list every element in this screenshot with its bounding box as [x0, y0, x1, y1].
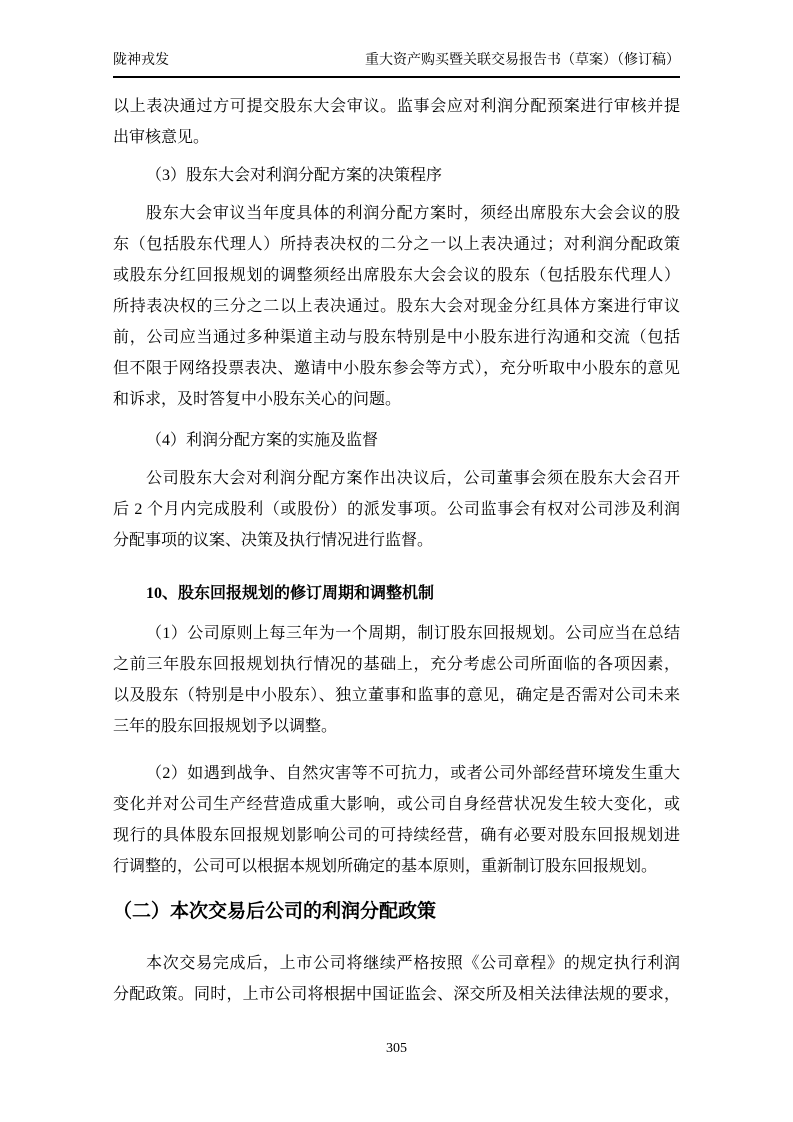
text-line: 以上表决通过方可提交股东大会审议。监事会应对利润分配预案进行审核并提	[113, 98, 680, 115]
paragraph	[113, 758, 680, 882]
page-number: 305	[386, 1041, 407, 1056]
paragraph	[113, 618, 680, 742]
heading-item-4: （4）利润分配方案的实施及监督	[146, 432, 379, 449]
text-line: 出审核意见。	[113, 129, 210, 146]
text-line: 行调整的，公司可以根据本规划所确定的基本原则，重新制订股东回报规划。	[113, 858, 658, 875]
text-line: 分配事项的议案、决策及执行情况进行监督。	[113, 532, 434, 549]
heading-item-3: （3）股东大会对利润分配方案的决策程序	[146, 167, 443, 184]
paragraph	[113, 198, 680, 415]
text-line: （1）公司原则上每三年为一个周期，制订股东回报规划。公司应当在总结	[146, 625, 680, 642]
heading-item-10: 10、股东回报规划的修订周期和调整机制	[146, 585, 435, 602]
paragraph-continuation	[113, 91, 680, 153]
text-line: 东（包括股东代理人）所持表决权的二分之一以上表决通过；对利润分配政策	[113, 236, 680, 253]
paragraph	[113, 463, 680, 556]
document-body	[113, 91, 680, 1010]
text-line: 公司股东大会对利润分配方案作出决议后，公司董事会须在股东大会召开	[146, 470, 680, 487]
paragraph	[113, 948, 680, 1010]
text-line: 以及股东（特别是中小股东）、独立董事和监事的意见，确定是否需对公司未来	[113, 687, 680, 704]
text-line: 本次交易完成后，上市公司将继续严格按照《公司章程》的规定执行利润	[146, 955, 680, 972]
text-line: 现行的具体股东回报规划影响公司的可持续经营，确有必要对股东回报规划进	[113, 827, 680, 844]
text-line: 之前三年股东回报规划执行情况的基础上，充分考虑公司所面临的各项因素，	[113, 656, 680, 673]
text-line: 分配政策。同时，上市公司将根据中国证监会、深交所及相关法律法规的要求，	[113, 986, 680, 1003]
text-line: 股东大会审议当年度具体的利润分配方案时，须经出席股东大会会议的股	[146, 205, 680, 222]
text-line: 前，公司应当通过多种渠道主动与股东特别是中小股东进行沟通和交流（包括	[113, 329, 680, 346]
header-right-title: 重大资产购买暨关联交易报告书（草案）（修订稿）	[365, 53, 680, 68]
text-line: 后 2 个月内完成股利（或股份）的派发事项。公司监事会有权对公司涉及利润	[113, 501, 680, 518]
page-footer	[0, 1041, 793, 1057]
text-line: 三年的股东回报规划予以调整。	[113, 718, 338, 735]
section-heading-2: （二）本次交易后公司的利润分配政策	[113, 901, 437, 922]
text-line: 所持表决权的三分之二以上表决通过。股东大会对现金分红具体方案进行审议	[113, 298, 680, 315]
page-header	[113, 52, 680, 78]
text-line: 但不限于网络投票表决、邀请中小股东参会等方式），充分听取中小股东的意见	[113, 360, 680, 377]
header-left-title: 陇神戎发	[113, 53, 169, 68]
text-line: 和诉求，及时答复中小股东关心的问题。	[113, 391, 402, 408]
text-line: 或股东分红回报规划的调整须经出席股东大会会议的股东（包括股东代理人）	[113, 267, 680, 284]
text-line: 变化并对公司生产经营造成重大影响，或公司自身经营状况发生较大变化，或	[113, 796, 680, 813]
text-line: （2）如遇到战争、自然灾害等不可抗力，或者公司外部经营环境发生重大	[146, 765, 680, 782]
